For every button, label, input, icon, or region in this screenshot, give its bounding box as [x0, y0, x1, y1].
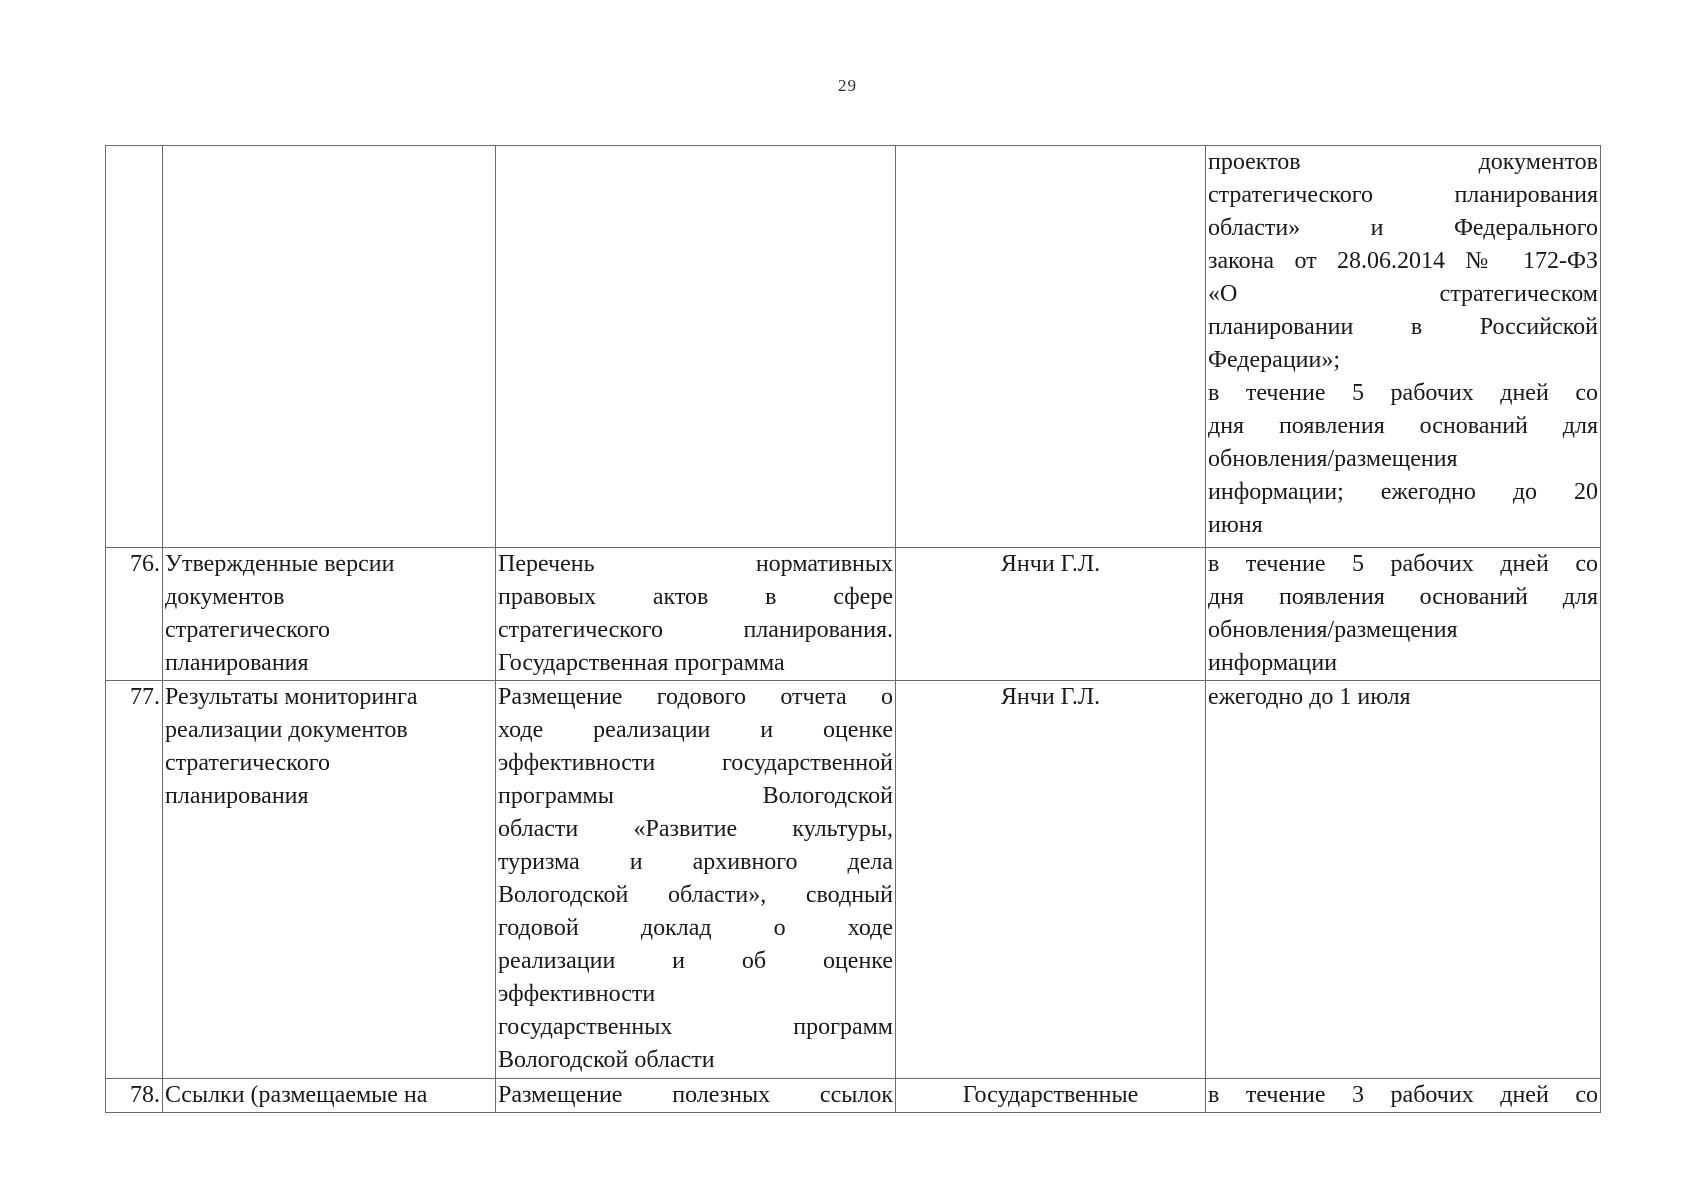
table-row — [106, 681, 1601, 1079]
responsible-cell: Государственные — [896, 1079, 1206, 1113]
name-line: стратегического — [165, 617, 330, 643]
name-line: документов — [165, 584, 285, 610]
section-name-cell — [163, 681, 496, 1079]
term-line: стратегического планирования — [1208, 182, 1598, 208]
responsible-cell: Янчи Г.Л. — [896, 548, 1206, 681]
content-line: Размещение годового отчета о — [498, 684, 893, 710]
term-line: дня появления оснований для — [1208, 413, 1598, 439]
term-line: в течение 5 рабочих дней со — [1208, 551, 1598, 577]
term-line: в течение 3 рабочих дней со — [1208, 1082, 1598, 1108]
term-line: обновления/размещения — [1208, 617, 1458, 643]
content-line: Государственная программа — [498, 650, 785, 676]
section-name-cell — [163, 146, 496, 548]
term-line: Федерации»; — [1208, 347, 1341, 373]
row-number-cell: 76. — [106, 548, 163, 681]
name-line: планирования — [165, 650, 309, 676]
content-line: области «Развитие культуры, — [498, 816, 893, 842]
term-line: июня — [1208, 512, 1263, 538]
name-line: Результаты мониторинга — [165, 684, 418, 710]
term-cell — [1206, 146, 1601, 548]
content-line: Размещение полезных ссылок — [498, 1082, 893, 1108]
name-line: Ссылки (размещаемые на — [165, 1082, 428, 1108]
responsible-cell — [896, 146, 1206, 548]
content-line: Вологодской области», сводный — [498, 882, 893, 908]
term-cell — [1206, 548, 1601, 681]
term-line: «О стратегическом — [1208, 281, 1598, 307]
term-line: дня появления оснований для — [1208, 584, 1598, 610]
name-line: стратегического — [165, 750, 330, 776]
content-line: реализации и об оценке — [498, 948, 893, 974]
content-line: государственных программ — [498, 1014, 893, 1040]
term-line: области» и Федерального — [1208, 215, 1598, 241]
term-cell — [1206, 681, 1601, 1079]
content-cell — [496, 146, 896, 548]
content-line: Вологодской области — [498, 1047, 715, 1073]
term-line: в течение 5 рабочих дней со — [1208, 380, 1598, 406]
term-line: ежегодно до 1 июля — [1208, 684, 1411, 710]
content-line: правовых актов в сфере — [498, 584, 893, 610]
content-cell — [496, 1079, 896, 1113]
row-number-cell: 77. — [106, 681, 163, 1079]
row-number-cell: 78. — [106, 1079, 163, 1113]
name-line: реализации документов — [165, 717, 408, 743]
content-line: Перечень нормативных — [498, 551, 893, 577]
responsible-cell: Янчи Г.Л. — [896, 681, 1206, 1079]
term-line: закона от 28.06.2014 № 172-ФЗ — [1208, 248, 1598, 274]
term-cell — [1206, 1079, 1601, 1113]
content-line: эффективности — [498, 981, 656, 1007]
content-line: программы Вологодской — [498, 783, 893, 809]
section-name-cell — [163, 548, 496, 681]
page-number: 29 — [838, 76, 857, 95]
name-line: Утвержденные версии — [165, 551, 395, 577]
term-line: планировании в Российской — [1208, 314, 1598, 340]
table-row — [106, 548, 1601, 681]
section-name-cell — [163, 1079, 496, 1113]
term-line: обновления/размещения — [1208, 446, 1458, 472]
content-cell — [496, 548, 896, 681]
term-line: информации — [1208, 650, 1338, 676]
table-row — [106, 146, 1601, 548]
content-line: туризма и архивного дела — [498, 849, 893, 875]
document-table — [105, 145, 1601, 1113]
content-line: стратегического планирования. — [498, 617, 893, 643]
table-row — [106, 1079, 1601, 1113]
content-line: годовой доклад о ходе — [498, 915, 893, 941]
name-line: планирования — [165, 783, 309, 809]
row-number-cell — [106, 146, 163, 548]
content-line: эффективности государственной — [498, 750, 893, 776]
term-line: информации; ежегодно до 20 — [1208, 479, 1598, 505]
content-line: ходе реализации и оценке — [498, 717, 893, 743]
term-line: проектов документов — [1208, 149, 1598, 175]
content-cell — [496, 681, 896, 1079]
